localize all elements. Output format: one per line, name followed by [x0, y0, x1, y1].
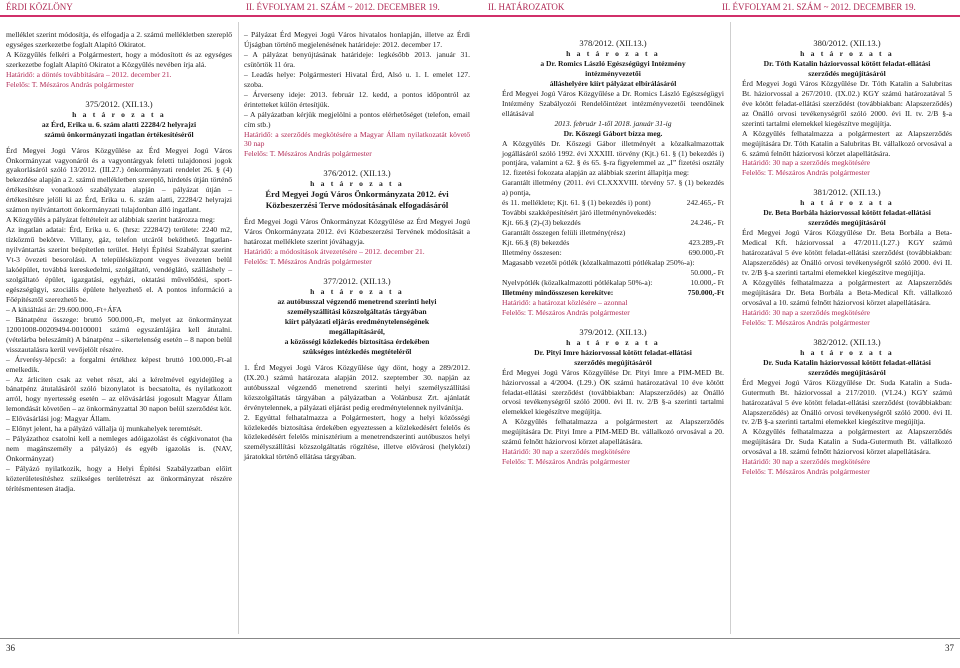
responsible: Felelős: T. Mészáros András polgármester	[742, 467, 870, 477]
paragraph: A Közgyűlés felhatalmazza a polgármestert az Alapszerződés megújítására Dr. Beta Borbála a Beta-Medical Kft. vállalkozó orvosával a 10. számú felnőtt háziorvosi körzet alapellátására.	[742, 278, 952, 307]
responsible: Felelős: T. Mészáros András polgármester	[502, 457, 630, 467]
paragraph: Garantált illetmény (2011. évi CLXXXVIII. törvény 57. § (1) bekezdés a) pontja,	[502, 178, 724, 198]
salary-row: és 11. melléklete; Kjt. 61. § (1) bekezdés i) pont) 242.465,- Ft	[502, 198, 724, 208]
salary-total-row: Illetmény mindösszesen kerekítve: 750.000,-Ft	[502, 287, 724, 297]
paragraph: A Közgyűlés felhatalmazza a polgármestert az Alapszerződés megújítására Dr. Tóth Katalin a Salubritas Bt. vállalkozó orvosával a 6. számú felnőtt háziorvosi körzet alapellátására.	[742, 128, 952, 158]
responsible: Felelős: T. Mészáros András polgármester	[244, 149, 372, 159]
page-number: 37	[945, 643, 954, 653]
resolution-title: intézményvezetői	[585, 68, 641, 78]
deadline: Határidő: 30 nap a szerződés megkötésére	[742, 307, 870, 317]
deadline: Határidő: a szerződés megkötésére a Magyar Állam nyilatkozatát követő 30 nap	[244, 129, 470, 149]
right-header	[480, 0, 960, 14]
salary-row: Nyelvpótlék (közalkalmazotti pótlékalap 50%-a): 10.000,- Ft	[502, 277, 724, 287]
column-divider	[238, 22, 239, 634]
deadline: Határidő: 30 nap a szerződés megkötésére	[502, 447, 630, 457]
list-item: – Pályázathoz csatolni kell a nemleges adóigazolást és cégkivonatot (ha nem magánszemély a pályázó) és egyéb igazolás is. (NAV, Önkormányzat)	[6, 434, 232, 464]
resolution-label: h a t á r o z a t a	[566, 337, 660, 347]
deadline: Határidő: a döntés továbbítására – 2012. december 21.	[6, 69, 172, 79]
salary-row: Illetmény összesen: 690.000,-Ft	[502, 248, 724, 258]
footer-rule	[0, 638, 480, 639]
right-page	[480, 0, 960, 668]
salary-row: Kjt. 66.§ (2)-(3) bekezdés 24.246,- Ft	[502, 218, 724, 228]
list-item: – Árverésy-lépcső: a forgalmi értékhez képest bruttó 100.000,-Ft-al emelkedik.	[6, 354, 232, 374]
left-header	[0, 0, 480, 14]
resolution-title: Dr. Pityi Imre háziorvossal kötött feladat-ellátási	[534, 347, 692, 357]
resolution-title: a Dr. Romics László Egészségügyi Intézmény	[540, 58, 686, 68]
resolution-number: 378/2012. (XII.13.)	[579, 38, 647, 48]
resolution-title: az autóbusszal végzendő menetrend szerinti helyi	[277, 297, 437, 307]
salary-row: 50.000,- Ft	[690, 267, 724, 277]
resolution-label: h a t á r o z a t a	[800, 198, 894, 208]
resolution-title: kiírt pályázati eljárás eredménytelenségének	[284, 316, 430, 326]
resolution-label: h a t á r o z a t a	[72, 109, 166, 119]
deadline: Határidő: 30 nap a szerződés megkötésére	[742, 457, 870, 467]
deadline: Határidő: a módosítások átvezetésére – 2012. december 21.	[244, 247, 425, 257]
header-rule	[480, 15, 960, 17]
paragraph: melléklet szerint módosítja, és elfogadja a 2. számú mellékletben szereplő egységes szerkezetbe foglalt Alapító Okiratot.	[6, 30, 232, 49]
list-item: – A kikiáltási ár: 29.600.000,-Ft+ÁFA	[6, 304, 122, 314]
resolution-label: h a t á r o z a t a	[800, 49, 894, 58]
resolution-number: 375/2012. (XII.13.)	[85, 98, 153, 109]
paragraph: Érd Megyei Jogú Város Közgyűlése Dr. Pityi Imre a PIM-MED Bt. háziorvossal a 4/2004. (I.29.) ÖK számú határozatával 10 éve kötött feladat-ellátási szerződést (továbbiakban: Alapszerződés) az Önálló orvosi tevékenységről szóló 2000. évi II. tv. 2/B §-a szerinti tartalmi elemekkel kiegészítve megújítja.	[502, 367, 724, 417]
paragraph: A Közgyűlés felkéri a Polgármestert, hogy a módosított és az egységes szerkezetbe foglalt Alapító Okiratot a Közgyűlés nevében írja alá.	[6, 49, 232, 69]
paragraph: Érd Megyei Jogú Város Közgyűlése Dr. Beta Borbála a Beta-Medical Kft. háziorvossal a 47/2011.(I.27.) KGY számú határozatával 5 éve kötött feladat-ellátási szerződést (továbbiakban: Alapszerződés) az Önálló orvosi tevékenységről szóló 2000. évi II. tv. 2/B §-a szerinti tartalmi elemekkel kiegészítve megújítja.	[742, 228, 952, 278]
resolution-title: szerződés megújításáról	[808, 367, 886, 377]
resolution-title: Dr. Beta Borbála háziorvossal kötött feladat-ellátási	[763, 208, 931, 218]
journal-title: ÉRDI KÖZLÖNY	[6, 2, 73, 12]
column-3	[502, 38, 724, 467]
paragraph: Érd Megyei Jogú Város Közgyűlése Dr. Suda Katalin a Suda-Gutermuth Bt. háziorvossal a 217/2010. (VI.24.) KGY számú határozatával 5 éve kötött feladat-ellátási szerződést (továbbiakban: Alapszerződés) az Önálló orvosi tevékenységről szóló 2000. évi II. tv. 2/B §-a szerinti tartalmi elemekkel kiegészítve megújítja.	[742, 377, 952, 427]
appointment-period: 2013. február 1-től 2018. január 31-ig	[554, 118, 672, 128]
resolution-title: Dr. Tóth Katalin háziorvossal kötött feladat-ellátási	[763, 58, 931, 68]
resolution-number: 377/2012. (XII.13.)	[323, 276, 391, 287]
footer-rule	[480, 638, 960, 639]
appointee: Dr. Kőszegi Gábort bízza meg.	[563, 128, 663, 138]
paragraph: Érd Megyei Jogú Város Közgyűlése Dr. Tóth Katalin a Salubritas Bt. háziorvossal a 267/2010. (IX.02.) KGY számú határozatával 5 éve kötött feladat-ellátási szerződést (továbbiakban: Alapszerződés) az Önálló orvosi tevékenységről szóló 2000. évi II. tv. 2/B §-a szerinti tartalmi elemekkel kiegészítve megújítja.	[742, 78, 952, 128]
paragraph: Az ingatlan adatai: Érd, Erika u. 6. (hrsz: 22284/2) területe: 2240 m2, tízközmű bekötve. Villany, gáz, telefon utcáról beköthető. Ingatlan-nyilvántartás szerint beépítetlen terület. Helyi Építési Szabályzat szerint Vt-3 övezeti besorolású. A településközpont vegyes övezeten belül lakóépület, továbbá kereskedelmi, szolgáltató, vendéglátó, szálláshely –szolgáltató épület, igazgatási, egyházi, oktatási művelődési, sport-egészségügyi, szociális épülete helyezhető el. A pontos információ a Főépítésztől szerezhető be.	[6, 225, 232, 304]
paragraph: Érd Megyei Jogú Város Közgyűlése az Érd Megyei Jogú Város Önkormányzat vagyonáról és a vagyontárgyak feletti tulajdonosi jogok gyakorlásáról szóló 13/2012. (III.27.) önkormányzati rendelet 26. § (4) bekezdése alapján a 2. számú mellékletben szereplő, hirdetés útján történő értékesítésre vonatkozó szabályzata alapján – pályázat útján – értékesítésre jelöli ki az Érd, Erika u. 6. szám alatti, 22284/2 helyrajzi számon nyilvántartott önkormányzati tulajdonban álló ingatlant.	[6, 145, 232, 215]
resolution-title: Közbeszerzési Terve módosításának elfogadásáról	[265, 200, 449, 211]
responsible: Felelős: T. Mészáros András polgármester	[6, 79, 134, 89]
list-item: – Leadás helye: Polgármesteri Hivatal Érd, Alsó u. 1. I. emelet 127. szoba.	[244, 69, 470, 89]
responsible: Felelős: T. Mészáros András polgármester	[502, 307, 630, 317]
responsible: Felelős: T. Mészáros András polgármester	[742, 168, 870, 178]
resolution-title: álláshelyére kiírt pályázat elbírálásáról	[549, 78, 677, 88]
salary-row: Kjt. 66.§ (8) bekezdés 423.289,-Ft	[502, 238, 724, 248]
column-1	[6, 30, 232, 494]
paragraph: Érd Megyei Jogú Város Közgyűlése a Dr. Romics László Egészségügyi Intézmény Szabályozói Rendelőintézet intézményvezetői teendőinek ellátásával	[502, 88, 724, 118]
paragraph: A Közgyűlés Dr. Kőszegi Gábor illetményét a közalkalmazottak jogállásáról szóló 1992. évi XXXIII. törvény (Kjt.) 61. § (1) bekezdés i) pontjára, valamint a 62. § és 65. §-ra figyelemmel az „I” fizetési osztály 12. fizetési fokozata alapján az alábbiak szerint állapítja meg:	[502, 138, 724, 178]
resolution-title: szerződés megújításáról	[808, 218, 886, 228]
deadline: Határidő: a határozat közlésére – azonnal	[502, 297, 628, 307]
list-item: – A pályázatban kérjük megjelölni a pontos elérhetőséget (telefon, email cím stb.)	[244, 109, 470, 129]
resolution-title: a közösségi közlekedés biztosítása érdekében	[284, 336, 430, 346]
page-number: 36	[6, 643, 15, 653]
list-item: – Pályázat Érd Megyei Jogú Város hivatalos honlapján, illetve az Érdi Újságban történő megjelenésének határideje: 2012. december 17.	[244, 30, 470, 49]
resolution-label: h a t á r o z a t a	[566, 49, 660, 58]
resolution-number: 379/2012. (XII.13.)	[579, 326, 647, 337]
resolution-number: 381/2012. (XII.13.)	[813, 187, 881, 198]
resolution-label: h a t á r o z a t a	[310, 287, 404, 297]
resolution-label: h a t á r o z a t a	[800, 347, 894, 357]
resolution-label: h a t á r o z a t a	[310, 179, 404, 189]
column-divider	[730, 22, 731, 634]
column-4	[742, 38, 952, 477]
resolution-title: megállapításáról,	[329, 326, 385, 336]
resolution-title: Érd Megyei Jogú Város Önkormányzata 2012. évi	[265, 189, 449, 200]
header-rule	[0, 15, 480, 17]
responsible: Felelős: T. Mészáros András polgármester	[244, 257, 372, 267]
paragraph: Érd Megyei Jogú Város Önkormányzat Közgyűlése az Érd Megyei Jogú Város Önkormányzata 2012. évi Közbeszerzési Tervének módosítását a határozat melléklete szerint jóváhagyja.	[244, 217, 470, 247]
resolution-number: 380/2012. (XII.13.)	[813, 38, 881, 48]
resolution-title: számú önkormányzati ingatlan értékesítéséről	[44, 129, 194, 139]
list-item: – Pályázó nyilatkozik, hogy a Helyi Építési Szabályzatban előírt közterületesítéshez szükséges területrészt az önkormányzat részére térítésmentesen átadja.	[6, 464, 232, 493]
paragraph: Magasabb vezetői pótlék (közalkalmazotti pótlékalap 250%-a):	[502, 258, 695, 268]
paragraph: A Közgyűlés felhatalmazza a polgármestert az Alapszerződés megújítására Dr. Pityi Imre a PIM-MED Bt. vállalkozó orvosával a 20. számú felnőtt háziorvosi körzet alapellátására.	[502, 417, 724, 447]
resolution-number: 382/2012. (XII.13.)	[813, 336, 881, 347]
list-item: – A pályázat benyújtásának határideje: legkésőbb 2013. január 31. csütörtök 11 óra.	[244, 49, 470, 69]
issue-label: II. ÉVFOLYAM 21. SZÁM ~ 2012. DECEMBER 19.	[722, 2, 916, 12]
resolution-title: személyszállítási közszolgáltatás tárgyában	[287, 307, 427, 317]
list-item: – Bánatpénz összege: bruttó 500.000,-Ft, melyet az önkormányzat 12001008-00209494-00100001 számú egyszámlájára kell átutalni. (vételárba beleszámít) A bánatpénz – sikertelenség esetén – 8 napon belül visszautalásra kerül vevőjelölt részére.	[6, 314, 232, 354]
resolution-title: az Érd, Erika u. 6. szám alatti 22284/2 helyrajzi	[41, 119, 197, 129]
list-item: – Elővásárlási jog: Magyar Állam.	[6, 414, 111, 424]
paragraph: További szakképesítésért járó illetménynövekedés:	[502, 208, 657, 218]
paragraph: A Közgyűlés felhatalmazza a polgármestert az Alapszerződés megújítására Dr. Suda Katalin a Suda-Gutermuth Bt. vállalkozó orvosával a 18. számú felnőtt háziorvosi körzet alapellátására.	[742, 427, 952, 457]
paragraph: 1. Érd Megyei Jogú Város Közgyűlése úgy dönt, hogy a 289/2012.(IX.20.) számú határozata alapján 2012. szeptember 30. napján az autóbusszal végzendő menetrend szerinti helyi személyszállítási közszolgáltatás tárgyában a pályázatban a Volánbusz Zrt. ajánlatát érvénytelennek, a pályázati eljárást pedig eredménytelennek nyilvánítja.	[244, 362, 470, 412]
resolution-title: szükséges intézkedés megtételéről	[302, 346, 412, 356]
column-2	[244, 30, 470, 462]
paragraph: Garantált összegen felüli illetmény(rész)	[502, 228, 626, 238]
issue-label: II. ÉVFOLYAM 21. SZÁM ~ 2012. DECEMBER 19.	[246, 2, 440, 12]
responsible: Felelős: T. Mészáros András polgármester	[742, 317, 870, 327]
list-item: – Árverseny ideje: 2013. február 12. kedd, a pontos időpontról az érintetteket külön értesítjük.	[244, 89, 470, 109]
paragraph: A Közgyűlés a pályázat feltételeit az alábbiak szerint határozza meg:	[6, 215, 215, 225]
resolution-number: 376/2012. (XII.13.)	[323, 168, 391, 179]
resolution-title: szerződés megújításáról	[574, 357, 652, 367]
list-item: – Az árliciten csak az vehet részt, aki a kérelmével egyidejűleg a bánatpénz átutalásáról szóló bizonylatot is becsatolta, és nyilatkozott arról, hogy nyertesség esetén – az elővásárlási jogosult Magyar Állam lemondását követően – az önkormányzattal 30 napon belül szerződést köt.	[6, 374, 232, 414]
section-title: II. HATÁROZATOK	[488, 2, 565, 12]
resolution-title: Dr. Suda Katalin háziorvossal kötött feladat-ellátási	[763, 357, 931, 367]
deadline: Határidő: 30 nap a szerződés megkötésére	[742, 158, 870, 168]
list-item: – Előnyt jelent, ha a pályázó vállalja új munkahelyek teremtését.	[6, 424, 203, 434]
paragraph: 2. Egyúttal felhatalmazza a Polgármestert, hogy a helyi közösségi közlekedés biztosítása érdekében egyeztessen a közlekedésért felelős és közlekedésért felelős minisztérium a menetrendszerinti autóbuszos helyi személyszállítási közszolgáltatás rögzítése, illetve elővárosi (helyközi) járatokkal történő ellátása tárgyában.	[244, 412, 470, 462]
resolution-title: szerződés megújításáról	[808, 68, 886, 78]
